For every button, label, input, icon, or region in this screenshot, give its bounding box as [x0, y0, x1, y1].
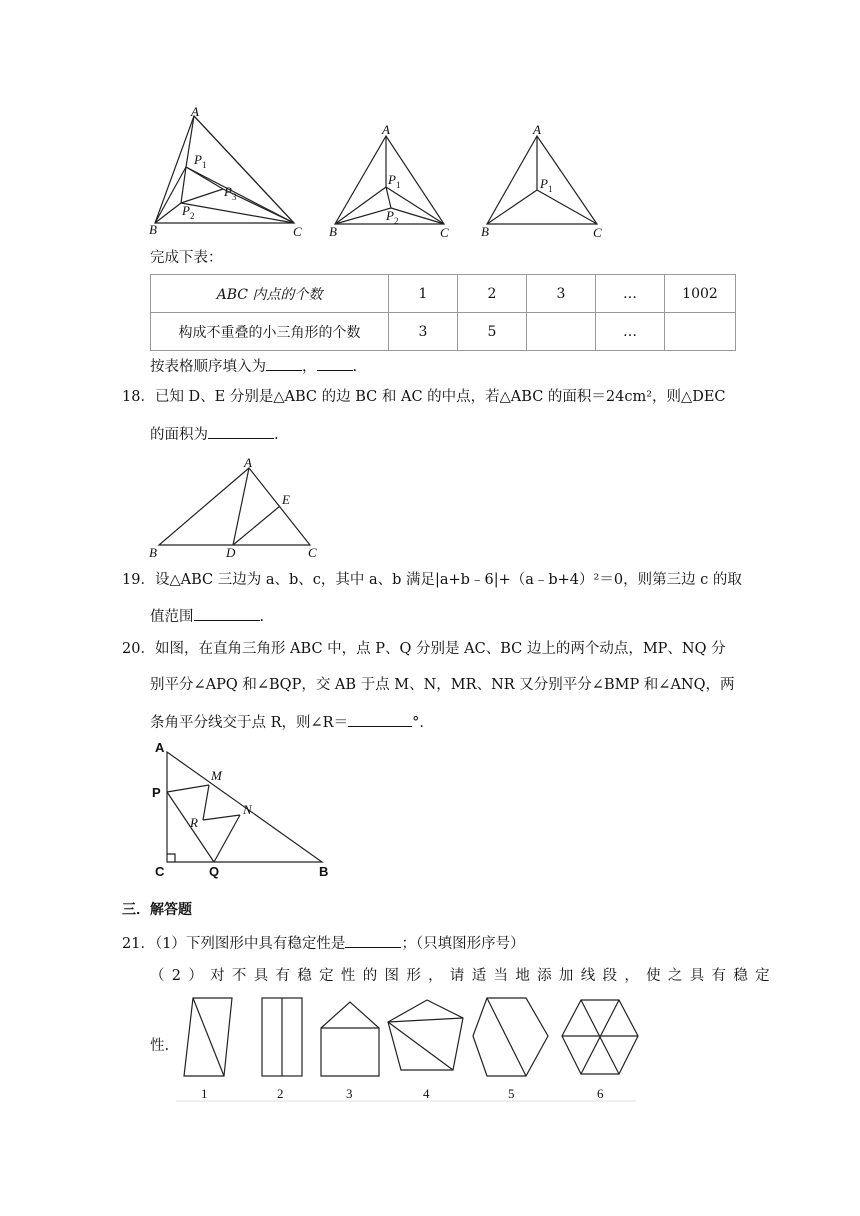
table-cell — [527, 313, 596, 351]
shape-label: 1 — [201, 1086, 208, 1101]
q17-figure-1 — [148, 104, 308, 240]
shape-3-house — [321, 1002, 379, 1076]
q21-part2: （2）对不具有稳定性的图形，请适当地添加线段，使之具有稳定 — [150, 968, 777, 984]
label-M: M — [211, 768, 222, 783]
label-P1: P — [194, 152, 202, 167]
label-P1: P — [540, 176, 548, 191]
table-cell: 3 — [389, 313, 458, 351]
label-C: C — [155, 864, 165, 879]
q19-line1: 19．设△ABC 三边为 a、b、c，其中 a、b 满足|a+b﹣6|+（a﹣b+4）²＝0，则第三边 c 的取 — [122, 572, 742, 588]
table-cell: 1002 — [665, 275, 736, 313]
question-number: 19． — [122, 572, 155, 588]
answer-blank[interactable] — [345, 933, 401, 948]
answer-blank[interactable] — [348, 712, 412, 727]
question-number: 18． — [122, 389, 155, 405]
label-E: E — [282, 492, 290, 507]
label-A: A — [191, 104, 199, 119]
label-A: A — [244, 455, 252, 470]
q17-answer-line: 按表格顺序填入为 ， . — [150, 356, 357, 377]
label-B: B — [149, 222, 157, 237]
answer-blank[interactable] — [208, 424, 274, 439]
q21-shapes — [176, 990, 646, 1108]
label-P3-sub: 3 — [232, 192, 237, 202]
label-B: B — [481, 224, 489, 239]
answer-blank[interactable] — [317, 356, 353, 371]
q20-line2: 别平分∠APQ 和∠BQP，交 AB 于点 M、N，MR、NR 又分别平分∠BMP 和∠ANQ，两 — [150, 677, 735, 693]
q20-line3: 条角平分线交于点 R，则∠R＝ °． — [150, 712, 434, 733]
shape-label: 3 — [346, 1086, 353, 1101]
q21-part2-end: 性. — [150, 1038, 170, 1054]
q17-table — [150, 274, 736, 351]
q20-line1: 20．如图，在直角三角形 ABC 中，点 P、Q 分别是 AC、BC 边上的两个动点，MP、NQ 分 — [122, 641, 726, 657]
shape-5-hexagon — [473, 998, 548, 1076]
table-cell: 1 — [389, 275, 458, 313]
table-row — [151, 275, 736, 313]
q19-line2: 值范围 . — [150, 606, 264, 627]
label-P1-sub: 1 — [548, 184, 553, 194]
label-B: B — [329, 224, 337, 239]
q18-figure — [144, 454, 334, 560]
q17-figure-2 — [328, 120, 458, 240]
label-P2: P — [182, 203, 190, 218]
label-C: C — [308, 545, 317, 560]
label-B: B — [319, 864, 329, 879]
shape-label: 2 — [277, 1086, 284, 1101]
table-cell: 2 — [458, 275, 527, 313]
shape-label: 5 — [508, 1086, 515, 1101]
label-D: D — [226, 545, 236, 560]
q21-part1: 21．（1）下列图形中具有稳定性是 ；（只填图形序号） — [122, 933, 525, 954]
label-P2-sub: 2 — [394, 216, 399, 226]
answer-blank[interactable] — [194, 606, 260, 621]
q18-line1: 18．已知 D、E 分别是△ABC 的边 BC 和 AC 的中点，若△ABC 的面积＝24cm²，则△DEC — [122, 389, 726, 405]
label-N: N — [243, 802, 252, 817]
label-A: A — [382, 122, 390, 137]
label-A: A — [155, 740, 165, 755]
table-cell — [665, 313, 736, 351]
label-P3: P — [224, 184, 232, 199]
label-P1: P — [388, 172, 396, 187]
label-C: C — [293, 224, 302, 239]
table-row — [151, 313, 736, 351]
table-row-label: ABC 内点的个数 — [151, 275, 389, 313]
shape-label: 6 — [597, 1086, 604, 1101]
shape-label: 4 — [423, 1086, 430, 1101]
label-P2-sub: 2 — [190, 211, 195, 221]
q17-figure-3 — [478, 120, 608, 240]
question-number: 21． — [122, 936, 155, 952]
label-B: B — [149, 545, 157, 560]
label-C: C — [440, 225, 449, 240]
label-P1-sub: 1 — [396, 180, 401, 190]
label-C: C — [593, 225, 602, 240]
table-cell: 3 — [527, 275, 596, 313]
answer-blank[interactable] — [266, 356, 302, 371]
label-Q: Q — [209, 864, 220, 879]
table-cell: … — [596, 313, 665, 351]
q17-instruction: 完成下表： — [150, 250, 223, 266]
table-row-label: 构成不重叠的小三角形的个数 — [151, 313, 389, 351]
table-cell: 5 — [458, 313, 527, 351]
question-number: 20． — [122, 641, 155, 657]
section-title: 三．解答题 — [122, 902, 192, 918]
table-cell: … — [596, 275, 665, 313]
label-R: R — [190, 815, 198, 830]
label-P1-sub: 1 — [202, 160, 207, 170]
label-P2: P — [386, 208, 394, 223]
shape-4-pentagon — [388, 1000, 463, 1070]
q18-line2: 的面积为 . — [150, 424, 279, 445]
label-P: P — [152, 785, 161, 800]
q20-figure — [148, 740, 338, 884]
label-A: A — [533, 122, 541, 137]
